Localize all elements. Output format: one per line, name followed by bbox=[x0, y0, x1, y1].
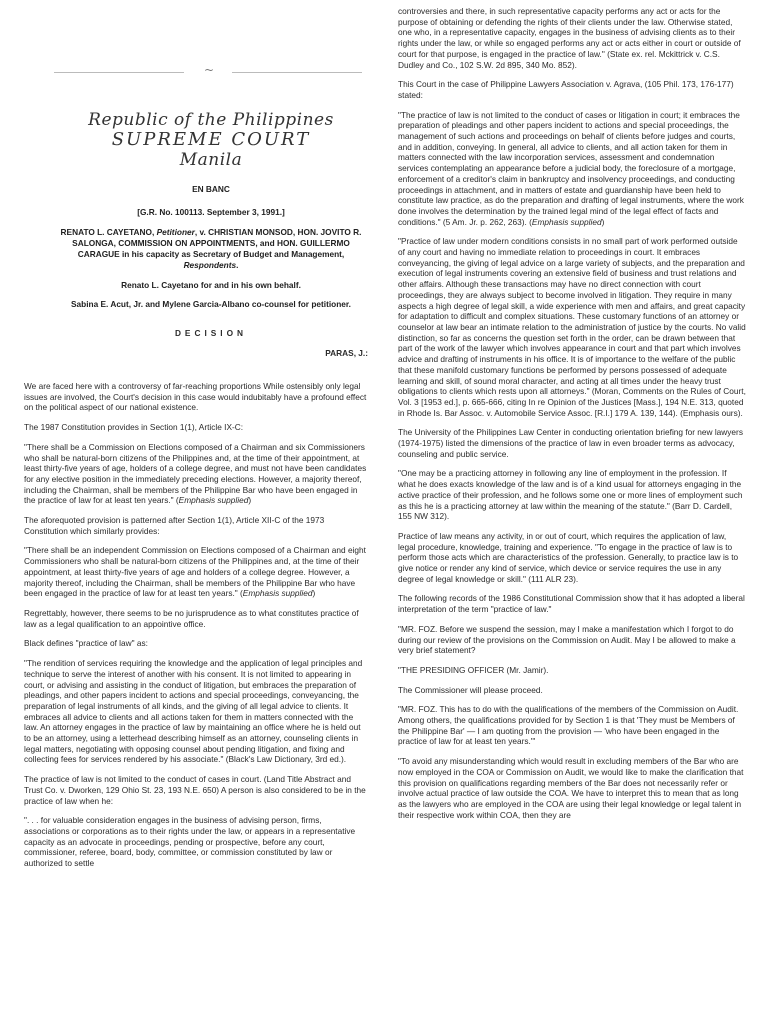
paragraph: Regrettably, however, there seems to be no jurisprudence as to what constitutes practice of law as a legal qualification to an appointive office. bbox=[24, 607, 359, 629]
en-banc: EN BANC bbox=[192, 184, 230, 194]
emphasis-note: Emphasis supplied bbox=[178, 495, 249, 506]
paragraph-text: "There shall be an independent Commission on Elections composed of a Chairman and eight Commissioners who shall be natural-born citizens of the Philippines and, at the time of their appointment, at least thirty-five years of age and holders of a college degree. However, a majority thereof, including the Chairman, shall be members of the Philippine Bar who have been engaged in the practice of law for at least ten years." ( bbox=[24, 545, 366, 599]
paragraph: "MR. FOZ. This has to do with the qualifications of the members of the Commission on Audit. Among others, the qualifications provided for by Section 1 is that 'They must be Members of the Philippine Bar' — I am quoting from the provision — 'who have been engaged in the practice of law for at least ten years.'" bbox=[398, 704, 739, 747]
paragraph-text: ) bbox=[601, 216, 605, 227]
counsel-line-2: Sabina E. Acut, Jr. and Mylene Garcia-Albano co-counsel for petitioner. bbox=[70, 298, 351, 309]
court-line-3: Manila bbox=[179, 150, 243, 170]
parties-part-b: , v. CHRISTIAN MONSOD, HON. JOVITO R. SALONGA, COMMISSION ON APPOINTMENTS, and HON. GUILLERMO CARAGUE in his capacity as Secretary of Budget and Management, bbox=[72, 227, 362, 259]
divider-line-left bbox=[54, 72, 184, 73]
ornament-divider bbox=[24, 64, 368, 80]
paragraph: Practice of law means any activity, in or out of court, which requires the application of law, legal procedure, knowledge, training and experience. "To engage in the practice of law is to perform those acts which are characteristics of the profession. Generally, to practice law is to give notice or render any kind of service, which device or service requires the use in any degree of legal knowledge or skill." (111 ALR 23). bbox=[398, 530, 739, 584]
ponente: PARAS, J.: bbox=[325, 348, 368, 359]
paragraph: The practice of law is not limited to the conduct of cases in court. (Land Title Abstract and Trust Co. v. Dworken, 129 Ohio St. 23, 193 N.E. 650) A person is also considered to be in the practice of law when he: bbox=[24, 774, 366, 806]
parties-part-a: RENATO L. CAYETANO, bbox=[60, 227, 157, 238]
paragraph-text: ) bbox=[248, 495, 252, 506]
paragraph-text: ) bbox=[312, 588, 316, 599]
decision-heading: DECISION bbox=[174, 327, 248, 338]
divider-line-right bbox=[232, 72, 362, 73]
emphasis-note: Emphasis supplied bbox=[242, 588, 313, 599]
paragraph-text: "The practice of law is not limited to the conduct of cases or litigation in court; it embraces the preparation of pleadings and other papers incident to actions and special proceedings, the management of such actions and proceedings on behalf of clients before judges and courts, and in addition, conveying. In general, all advice to clients, and all action taken for them in matters connected with the law incorporation services, assessment and condemnation services contemplating an appearance before a judicial body, the foreclosure of a mortgage, enforcement of a creditor's claim in bankruptcy and insolvency proceedings, and conducting proceedings in attachment, and in matters of estate and guardianship have been held to constitute law practice, as do the preparation and drafting of legal instruments, where the work done involves the determination by the trained legal mind of the legal effect of facts and conditions." (5 Am. Jr. p. 262, 263). ( bbox=[398, 109, 744, 227]
paragraph: Black defines "practice of law" as: bbox=[24, 638, 148, 649]
paragraph bbox=[24, 545, 368, 599]
court-line-1: Republic of the Philippines bbox=[88, 110, 334, 130]
court-line-2: SUPREME COURT bbox=[111, 129, 311, 150]
left-column bbox=[24, 64, 368, 878]
paragraph bbox=[24, 442, 368, 506]
emphasis-note: Emphasis supplied bbox=[531, 216, 602, 227]
parties-part-c: . bbox=[236, 259, 239, 270]
paragraph: "One may be a practicing attorney in following any line of employment in the profession. If what he does exacts knowledge of the law and is of a kind usual for attorneys engaging in the active practice of their profession, and he follows some one or more lines of employment such as this he is a practicing attorney at law within the meaning of the statute." (Barr D. Cardell, 155 NW 312). bbox=[398, 468, 743, 522]
paragraph bbox=[398, 110, 746, 228]
paragraph: ". . . for valuable consideration engages in the business of advising person, firms, associations or corporations as to their rights under the law, or appears in a representative capacity as an advocate in proceedings, pending or prospective, before any court, commissioner, referee, board, body, committee, or commission constituted by law or authorized to settle bbox=[24, 815, 356, 869]
paragraph: The aforequoted provision is patterned after Section 1(1), Article XII-C of the 1973 Constitution which similarly provides: bbox=[24, 515, 325, 536]
court-header bbox=[54, 110, 368, 170]
parties-respondents: Respondents bbox=[183, 259, 237, 270]
paragraph: "MR. FOZ. Before we suspend the session, may I make a manifestation which I forgot to do during our review of the provisions on the Commission on Audit. May I be allowed to make a very brief statement? bbox=[398, 623, 736, 656]
paragraph: The 1987 Constitution provides in Section 1(1), Article IX-C: bbox=[24, 422, 244, 433]
paragraph: controversies and there, in such representative capacity performs any act or acts for the purpose of obtaining or defending the rights of their clients under the law. Otherwise stated, one who, in a representative capacity, engages in the business of advising clients as to their rights under the law, or while so engaged performs any act or acts either in court or outside of court for that purpose, is engaged in the practice of law." (State ex. rel. Mckittrick v. C.S. Dudley and Co., 102 S.W. 2d 895, 340 Mo. 852). bbox=[398, 6, 741, 70]
paragraph: "The rendition of services requiring the knowledge and the application of legal principles and technique to serve the interest of another with his consent. It is not limited to appearing in court, or advising and assisting in the conduct of litigation, but embraces the preparation of pleadings, and other papers incident to actions and special proceedings, conveyancing, the preparation of legal instruments of all kinds, and the giving of all legal advice to clients. It embraces all advice to clients and all actions taken for them in matters connected with the law. An attorney engages in the practice of law by maintaining an office where he is held out to be an attorney, using a letterhead describing himself as an attorney, counseling clients in legal matters, negotiating with opposing counsel about pending litigation, and fixing and collecting fees for services rendered by his associate." (Black's Law Dictionary, 3rd ed.). bbox=[24, 658, 363, 765]
parties-petitioner: Petitioner bbox=[156, 227, 195, 238]
right-column bbox=[398, 6, 746, 829]
paragraph: The University of the Philippines Law Center in conducting orientation briefing for new lawyers (1974-1975) listed the dimensions of the practice of law in even broader terms as advocacy, counseling and public service. bbox=[398, 427, 743, 459]
paragraph: "THE PRESIDING OFFICER (Mr. Jamir). bbox=[398, 664, 549, 675]
paragraph-text: "There shall be a Commission on Elections composed of a Chairman and six Commissioners who shall be natural-born citizens of the Philippines and, at the time of their appointment, at least thirty-five years of age, holders of a college degree, and must not have been candidates for any elective position in the immediately preceding elections. However, a majority thereof, including the Chairman, shall be members of the Philippine Bar who have been engaged in the practice of law for at least ten years." ( bbox=[24, 441, 367, 506]
paragraph: We are faced here with a controversy of far-reaching proportions While ostensibly only legal issues are involved, the Court's decision in this case would indubitably have a profound effect on the political aspect of our national existence. bbox=[24, 381, 367, 413]
case-parties bbox=[54, 227, 368, 270]
paragraph: "To avoid any misunderstanding which would result in excluding members of the Bar who are now employed in the COA or Commission on Audit, we would like to make the clarification that this provision on qualifications regarding members of the Bar does not necessarily refer or involve actual practice of law outside the COA. We have to interpret this to mean that as long as the lawyers who are employed in the COA are using their legal knowledge or legal talent in their respective work within COA, then they are bbox=[398, 756, 744, 820]
flourish-icon: ~ bbox=[204, 63, 215, 77]
counsel-line-1: Renato L. Cayetano for and in his own behalf. bbox=[121, 280, 301, 291]
paragraph: This Court in the case of Philippine Lawyers Association v. Agrava, (105 Phil. 173, 176-177) stated: bbox=[398, 79, 734, 100]
paragraph: "Practice of law under modern conditions consists in no small part of work performed outside of any court and having no immediate relation to proceedings in court. It embraces conveyancing, the giving of legal advice on a large variety of subjects, and the preparation and execution of legal instruments covering an extensive field of business and trust relations and other affairs. Although these transactions may have no direct connection with court proceedings, they are always subject to become involved in litigation. They require in many aspects a high degree of legal skill, a wide experience with men and affairs, and great capacity for adaptation to difficult and complex situations. These customary functions of an attorney or counselor at law bear an intimate relation to the administration of justice by the courts. No valid distinction, so far as concerns the question set forth in the order, can be drawn between that part of the work of the lawyer which involves appearance in court and that part which involves advice and drafting of instruments in his office. It is of importance to the welfare of the public that these manifold customary functions be performed by persons possessed of adequate learning and skill, of sound moral character, and acting at all times under the heavy trust obligations to clients which rests upon all attorneys." (Moran, Comments on the Rules of Court, Vol. 3 [1953 ed.], p. 665-666, citing In re Opinion of the Justices [Mass.], 194 N.E. 313, quoted in Rhode Is. Bar Assoc. v. Automobile Service Assoc. [R.I.] 179 A. 139, 144). (Emphasis ours). bbox=[398, 236, 746, 418]
paragraph: The following records of the 1986 Constitutional Commission show that it has adopted a liberal interpretation of the term "practice of law." bbox=[398, 593, 745, 615]
gr-number: [G.R. No. 100113. September 3, 1991.] bbox=[137, 206, 285, 217]
paragraph: The Commissioner will please proceed. bbox=[398, 684, 543, 695]
